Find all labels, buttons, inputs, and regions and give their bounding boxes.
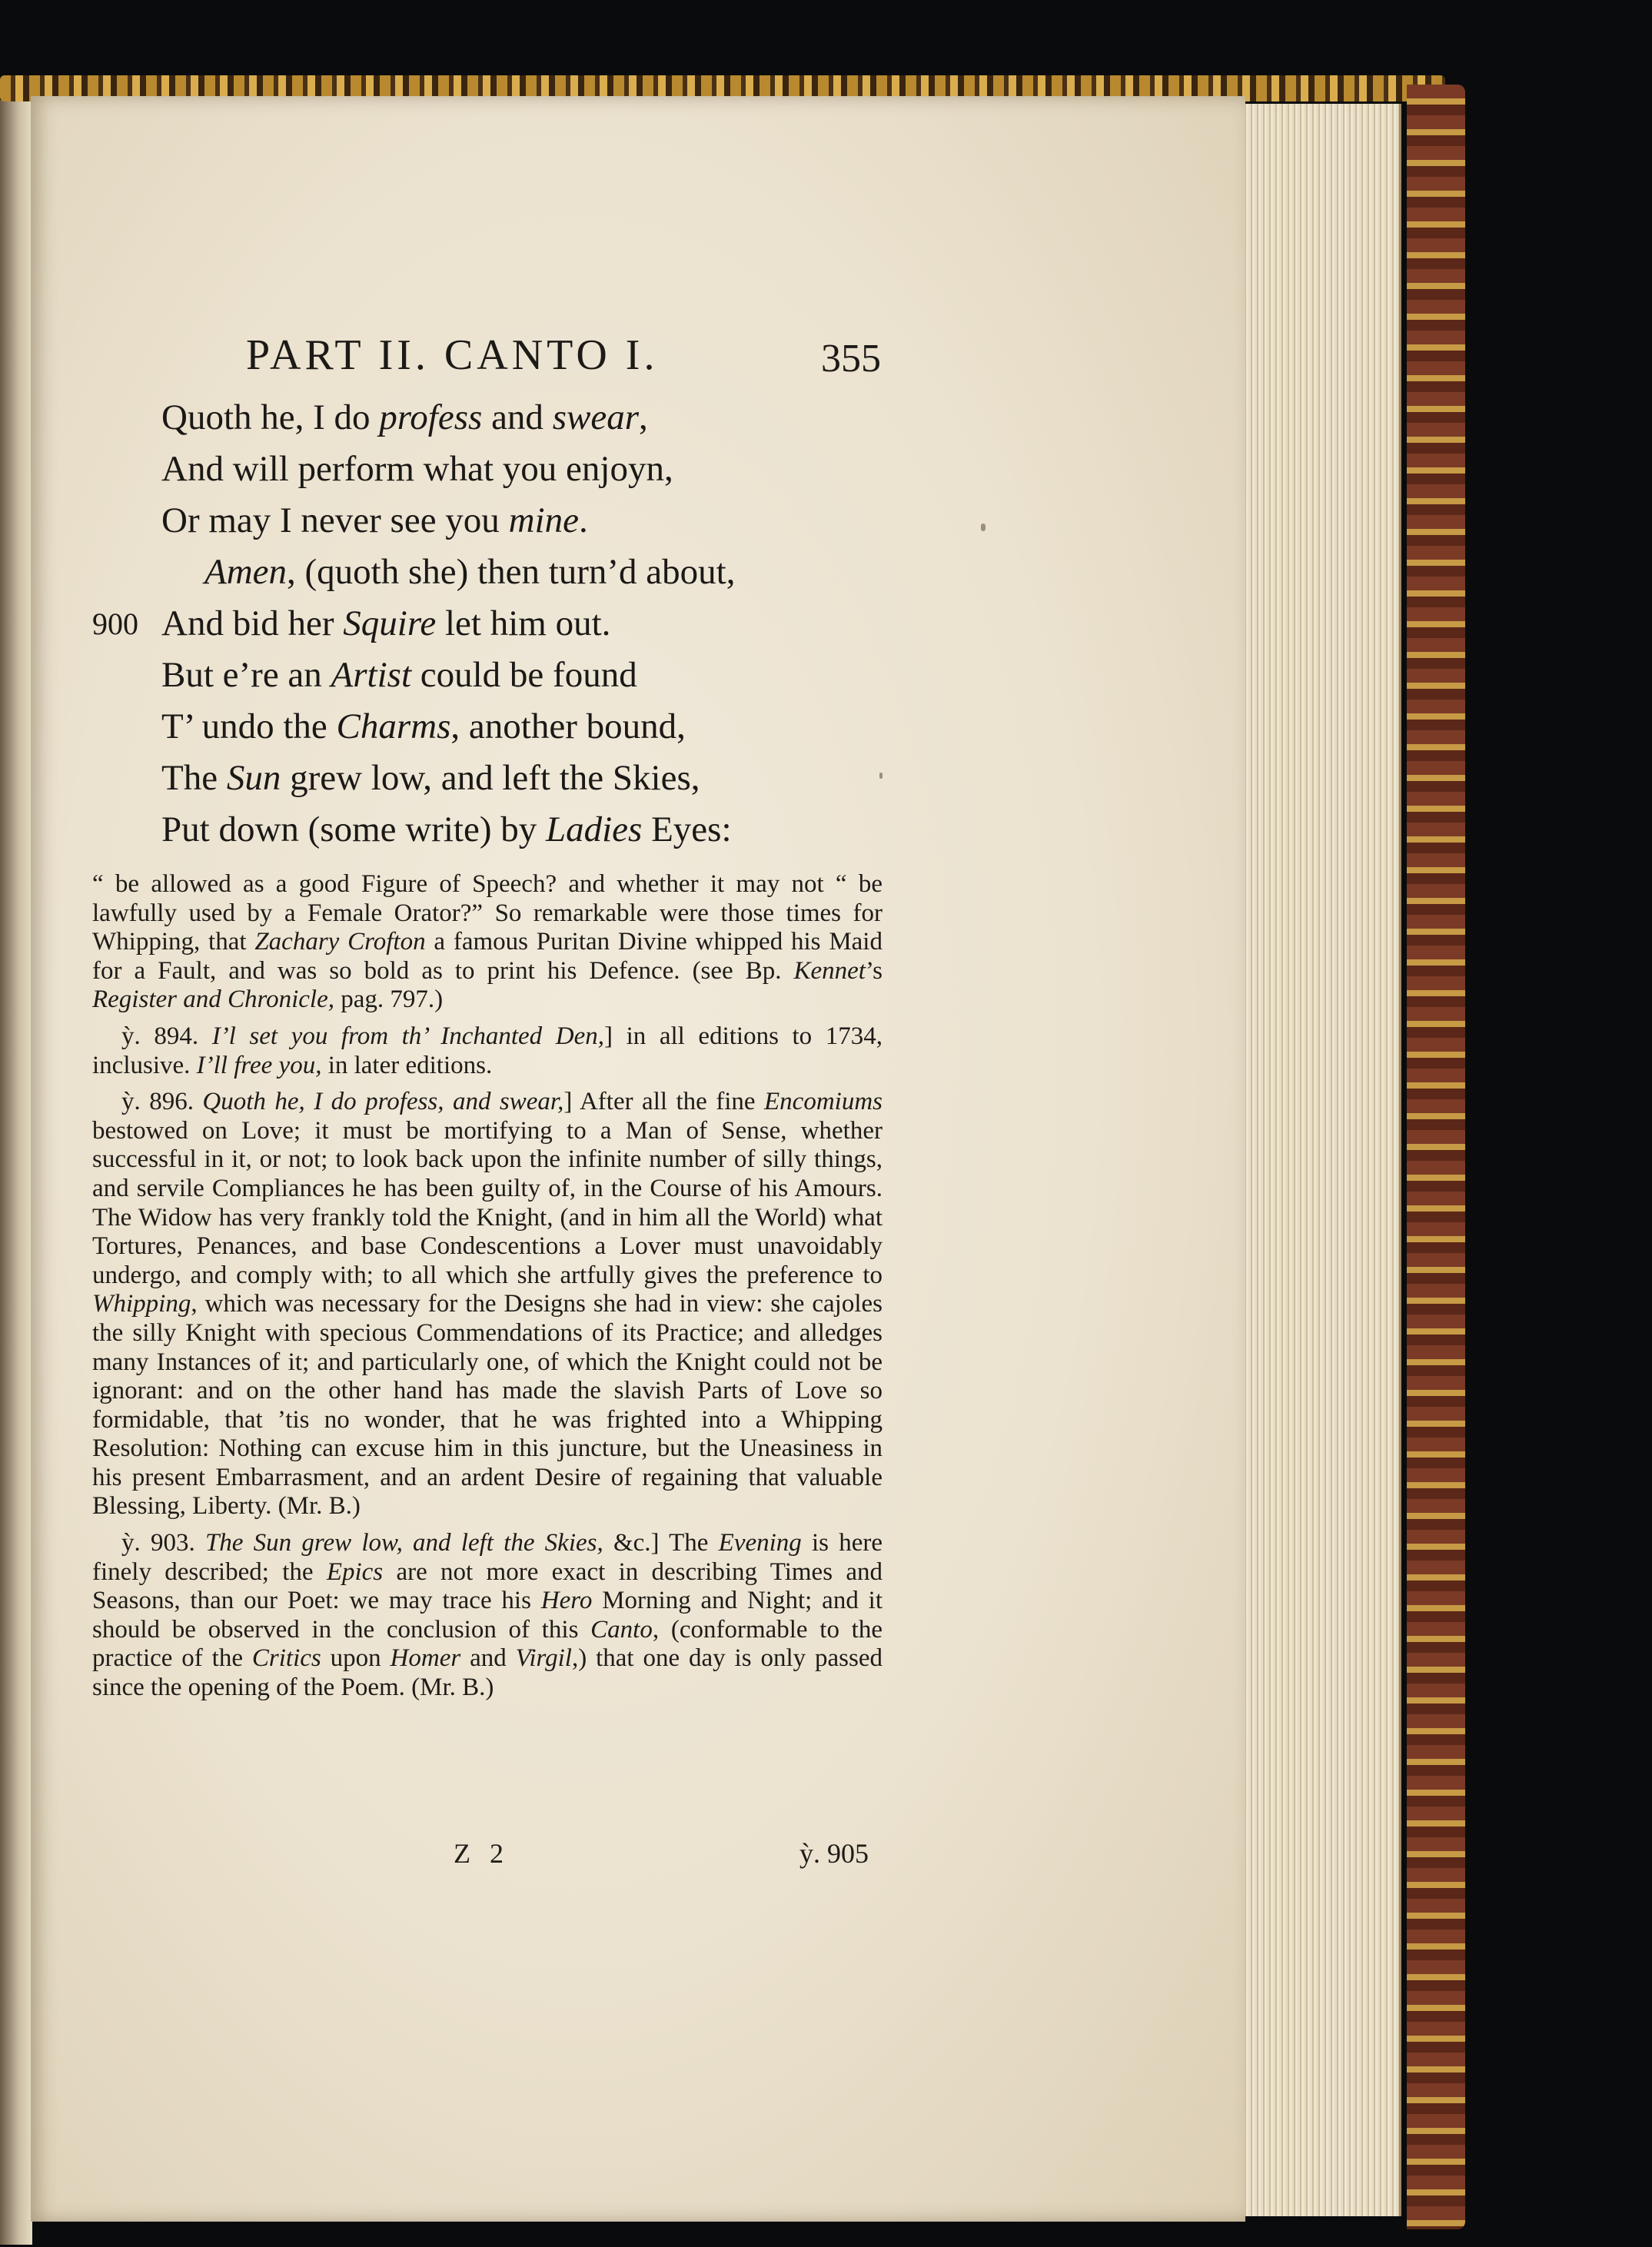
italic-text: Epics (326, 1557, 384, 1586)
text-run: grew low, and left the Skies, (281, 758, 700, 798)
running-head: PART II. CANTO I. (246, 331, 659, 379)
italic-text: Register and Chronicle, (92, 986, 334, 1014)
verse-text (161, 804, 732, 856)
italic-text: Quoth he, I do profess, and swear, (202, 1088, 564, 1116)
text-run: ỳ. 894. (121, 1022, 212, 1050)
italic-text: swear (552, 397, 639, 437)
italic-text: Canto (590, 1615, 653, 1644)
text-run: , (conformable to the practice of the (92, 1615, 883, 1673)
text-run: And bid her (161, 603, 344, 643)
text-run: , which was necessary for the Designs she had in view: she cajoles the silly Knight with specious Commendations of its Practice; and alledges many Instances of it; and particularly one, of which the Knight could not be ignorant: and on the other hand has made the slavish Parts of Love so formidable, that ’tis no wonder, that he was frighted into a Whipping Resolution: Nothing can excuse him in this juncture, but the Uneasiness in his present Embarrasment, and an ardent Desire of regaining that valuable Blessing, Liberty. (Mr. B.) (92, 1290, 883, 1521)
text-run: ỳ. 903. (121, 1529, 205, 1557)
italic-text: Hero (540, 1587, 593, 1615)
italic-text: Squire (343, 603, 437, 643)
italic-text: I’l set you from th’ Inchanted Den, (211, 1022, 604, 1050)
verse-text (204, 547, 735, 598)
italic-text: I’ll free you, (196, 1051, 322, 1079)
italic-text: Homer (390, 1644, 461, 1673)
italic-text: Whipping (92, 1290, 191, 1318)
text-run: could be found (411, 655, 637, 695)
verse-line (92, 804, 861, 856)
page-footer (92, 1837, 883, 1876)
text-run: , another bound, (450, 706, 686, 746)
text-run: upon (321, 1644, 391, 1673)
text-run: Or may I never see you (161, 500, 509, 540)
footnote-paragraph (92, 1022, 883, 1080)
text-run: a famous Puritan Divine whipped his Maid for a Fault, and was so bold as to print his Defence. (see Bp. (92, 928, 883, 985)
text-run: bestowed on Love; it must be mortifying to a Man of Sense, whether successful in it, or not; to look back upon the infinite number of silly things, and servile Compliances he has been guilty of, in the Course of his Amours. The Widow has very frankly told the Knight, (and in him all the World) what Tortures, Penances, and base Condescentions a Lover must unavoidably undergo, and comply with; to all which she artfully gives the preference to (92, 1116, 883, 1289)
text-block-page-edges (1236, 104, 1401, 2216)
text-run: , (quoth she) then turn’d about, (287, 552, 736, 592)
text-run: is here finely described; the (92, 1529, 883, 1586)
text-run: . (578, 500, 588, 540)
italic-text: Charms (336, 706, 451, 746)
signature-mark: Z 2 (454, 1838, 510, 1869)
text-run: let him out. (436, 603, 611, 643)
italic-text: profess (379, 397, 483, 437)
verse-line (92, 392, 861, 444)
binding-spine-edge (1407, 85, 1465, 2229)
verse-text (161, 650, 637, 701)
text-run: and (482, 397, 553, 437)
italic-text: Virgil (515, 1644, 572, 1673)
footnote-paragraph (92, 1088, 883, 1521)
text-run: But e’re an (161, 655, 331, 695)
facing-page-edge (0, 100, 32, 2245)
italic-text: Zachary Crofton (254, 928, 426, 956)
footnote-paragraph (92, 870, 883, 1015)
text-run: “ be allowed as a good Figure of Speech? and whether it may not “ be lawfully used by a Female Orator?” So remarkable were those times for Whipping, that (92, 870, 883, 956)
page-number: 355 (821, 337, 881, 381)
italic-text: Ladies (545, 809, 643, 849)
paper-speck (981, 524, 986, 531)
italic-text: Amen (204, 552, 288, 592)
italic-text: mine (508, 500, 579, 540)
text-run: T’ undo the (161, 706, 337, 746)
poem-verse (92, 392, 861, 856)
verse-text (161, 598, 610, 650)
text-run: Eyes: (642, 809, 732, 849)
footnotes (92, 870, 883, 1710)
line-number: 900 (92, 607, 138, 641)
paper-speck (879, 773, 883, 779)
text-run: ,) that one day is only passed since the opening of the Poem. (Mr. B.) (92, 1644, 883, 1702)
italic-text: Evening (718, 1529, 802, 1557)
text-run: in later editions. (321, 1051, 493, 1079)
verse-text (161, 701, 686, 753)
verse-text (161, 444, 673, 495)
verse-line (92, 444, 861, 495)
text-run: are not more exact in describing Times and Seasons, than our Poet: we may trace his (92, 1557, 883, 1615)
text-run: and (460, 1644, 516, 1673)
footnote-paragraph (92, 1529, 883, 1703)
text-run: , (638, 397, 648, 437)
text-run: Morning and Night; and it should be observed in the conclusion of this (92, 1587, 883, 1644)
italic-text: Kennet (793, 956, 866, 985)
italic-text: Artist (331, 655, 412, 695)
page-header (246, 231, 892, 381)
text-run: &c.] The (603, 1529, 719, 1557)
text-run: ỳ. 896. (121, 1088, 203, 1116)
verse-text (161, 753, 700, 804)
verse-line (92, 701, 861, 753)
text-run: Quoth he, I do (161, 397, 380, 437)
text-run: The (161, 758, 227, 798)
verse-line (92, 598, 861, 650)
verse-text (161, 392, 648, 444)
catchword: ỳ. 905 (799, 1838, 869, 1869)
verse-text (161, 495, 588, 547)
text-run: Put down (some write) by (161, 809, 546, 849)
text-run: ] in all editions to 1734, inclusive. (92, 1022, 883, 1079)
italic-text: Sun (226, 758, 281, 798)
text-run: ] After all the fine (563, 1088, 765, 1116)
italic-text: Encomiums (764, 1088, 883, 1116)
text-run: ’s (865, 956, 883, 985)
italic-text: The Sun grew low, and left the Skies, (204, 1529, 603, 1557)
verse-line (92, 753, 861, 804)
text-run: And will perform what you enjoyn, (161, 449, 673, 489)
verse-line (92, 495, 861, 547)
italic-text: Critics (251, 1644, 321, 1673)
verse-line (92, 547, 861, 598)
verse-line (92, 650, 861, 701)
text-run: pag. 797.) (334, 986, 444, 1014)
